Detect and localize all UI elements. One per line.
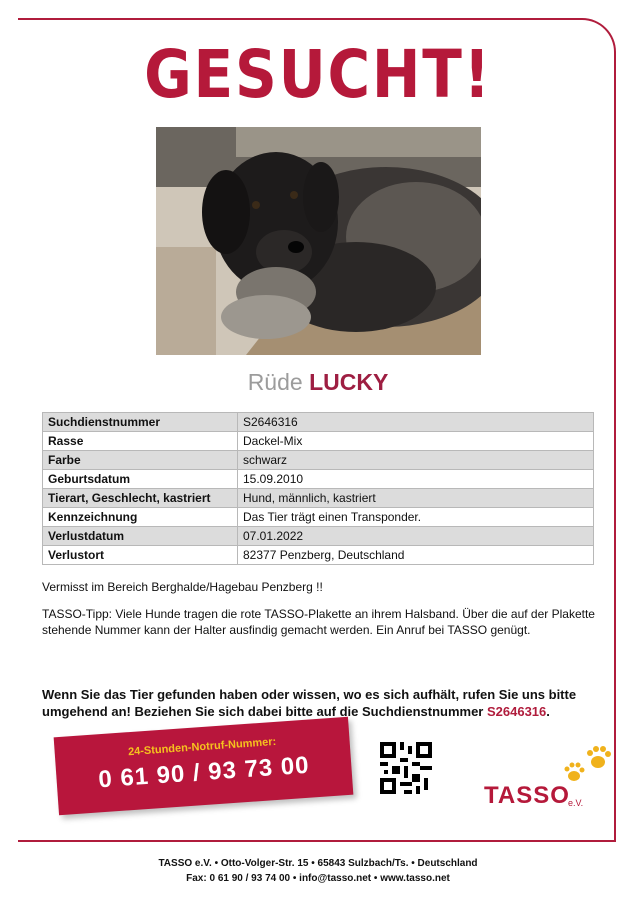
table-row — [43, 470, 594, 489]
call-to-action-text: Wenn Sie das Tier gefunden haben oder wissen, wo es sich aufhält, rufen Sie uns bitte umgehend an! Beziehen Sie sich dabei bitte auf die Suchdienstnummer — [42, 687, 577, 719]
dog-sex: Rüde — [247, 369, 303, 395]
hotline-label: 24-Stunden-Notruf-Nummer: — [127, 735, 277, 759]
table-row — [43, 432, 594, 451]
dog-name-heading — [0, 369, 636, 396]
qr-code[interactable] — [380, 742, 432, 794]
footer-contact: Fax: 0 61 90 / 93 74 00 • info@tasso.net • www.tasso.net — [186, 873, 450, 884]
row-label: Verlustort — [43, 546, 238, 565]
row-value: Hund, männlich, kastriert — [238, 489, 594, 508]
row-value: 82377 Penzberg, Deutschland — [238, 546, 594, 565]
tasso-logo — [484, 744, 614, 810]
logo-word: TASSO — [484, 782, 570, 809]
row-value: Dackel-Mix — [238, 432, 594, 451]
table-row — [43, 489, 594, 508]
row-label: Tierart, Geschlecht, kastriert — [43, 489, 238, 508]
logo-suffix: e.V. — [568, 798, 584, 808]
table-row — [43, 451, 594, 470]
row-value: 15.09.2010 — [238, 470, 594, 489]
row-label: Farbe — [43, 451, 238, 470]
row-label: Verlustdatum — [43, 527, 238, 546]
paw-icon — [562, 744, 612, 784]
footer — [0, 856, 636, 886]
tasso-tip-text: TASSO-Tipp: Viele Hunde tragen die rote TASSO-Plakette an ihrem Halsband. Über die auf der Plakette stehende Nummer kann der Halter ausfindig gemacht werden. Ein Anruf bei TASSO genügt. — [42, 607, 595, 637]
row-value: S2646316 — [238, 413, 594, 432]
call-to-action-end: . — [546, 704, 550, 719]
table-row — [43, 546, 594, 565]
call-to-action — [42, 686, 617, 720]
missing-area-text: Vermisst im Bereich Berghalde/Hagebau Penzberg !! — [42, 580, 323, 594]
call-to-action-number: S2646316 — [486, 704, 547, 719]
footer-address: TASSO e.V. • Otto-Volger-Str. 15 • 65843 Sulzbach/Ts. • Deutschland — [158, 858, 478, 869]
dog-name: LUCKY — [309, 369, 389, 395]
row-label: Kennzeichnung — [43, 508, 238, 527]
info-table — [42, 412, 594, 565]
hotline-phone[interactable]: 0 61 90 / 93 73 00 — [97, 751, 311, 794]
table-row — [43, 527, 594, 546]
table-row — [43, 413, 594, 432]
row-label: Rasse — [43, 432, 238, 451]
row-label: Suchdienstnummer — [43, 413, 238, 432]
dog-photo — [156, 127, 481, 355]
table-row — [43, 508, 594, 527]
row-value: 07.01.2022 — [238, 527, 594, 546]
poster-title: GESUCHT! — [144, 36, 492, 113]
row-label: Geburtsdatum — [43, 470, 238, 489]
row-value: Das Tier trägt einen Transponder. — [238, 508, 594, 527]
row-value: schwarz — [238, 451, 594, 470]
